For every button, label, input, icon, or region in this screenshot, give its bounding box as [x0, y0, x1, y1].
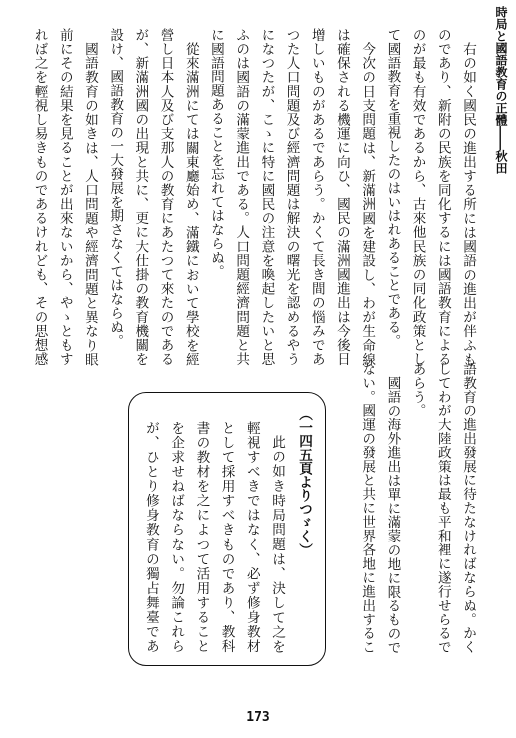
paragraph: 國語の海外進出は單に滿蒙の地に限るものでない。國運の發展と共に世界各地に進出するこ — [359, 362, 401, 654]
page-number: 173 — [246, 710, 270, 725]
paragraph: 右の如く國民の進出する所には國語の進出が伴ふものであり、新附の民族を同化するには國語教育によるのが最も有效であるから、古來他民族の同化政策として國語教育を重視したのはいはれあることである。 — [384, 28, 476, 366]
bottom-right-text-block — [352, 362, 480, 654]
box-text-block — [141, 421, 289, 653]
paragraph: 今次の日支問題は、新滿洲國を建設し、わが生命線は確保される機運に向ひ、國民の滿洲國進出は今後日增しいものがあるであらう。かくて長き間の惱みであつた人口問題及び經濟問題は解決の曙光を認めるやうになつたが、こゝに特に國民の注意を喚起したいと思ふのは國語の滿蒙進出である。人口問題經濟問題と共に國語問題あることを忘れてはならぬ。 — [207, 28, 376, 366]
paragraph: 此の如き時局問題は、決して之を輕視すべきではなく、必ず修身教材として採用すべきものであり、教科書の教材を之によつて活用することを企求せねばならない。勿論これらが、ひとり修身教育の獨占舞臺であ — [142, 421, 285, 653]
paragraph: 從來滿洲にては關東廳始め、滿鐵において學校を經營し日本人及び支那人の教育にあたつて來たのであるが、新滿洲國の出現と共に、更に大仕掛の教育機關を設け、國語教育の一大發展を期さなくてはならぬ。 — [107, 28, 199, 366]
box-title: （一四五頁よりつゞく） — [296, 407, 312, 557]
continuation-box — [128, 392, 326, 666]
paragraph: 語教育の進出發展に待たなければならぬ。かくしてわが大陸政策は最も平和裡に遂行せらるであらう。 — [409, 362, 476, 654]
running-header: 時局と國語教育の正體――秋田 — [494, 6, 508, 174]
top-text-block — [24, 28, 480, 366]
paragraph: 國語教育の如きは、人口問題や經濟問題と異なり眼前にその結果を見ることが出來ないから、やゝともすれば之を輕視し易きものであるけれども、その思想感 — [31, 28, 98, 366]
